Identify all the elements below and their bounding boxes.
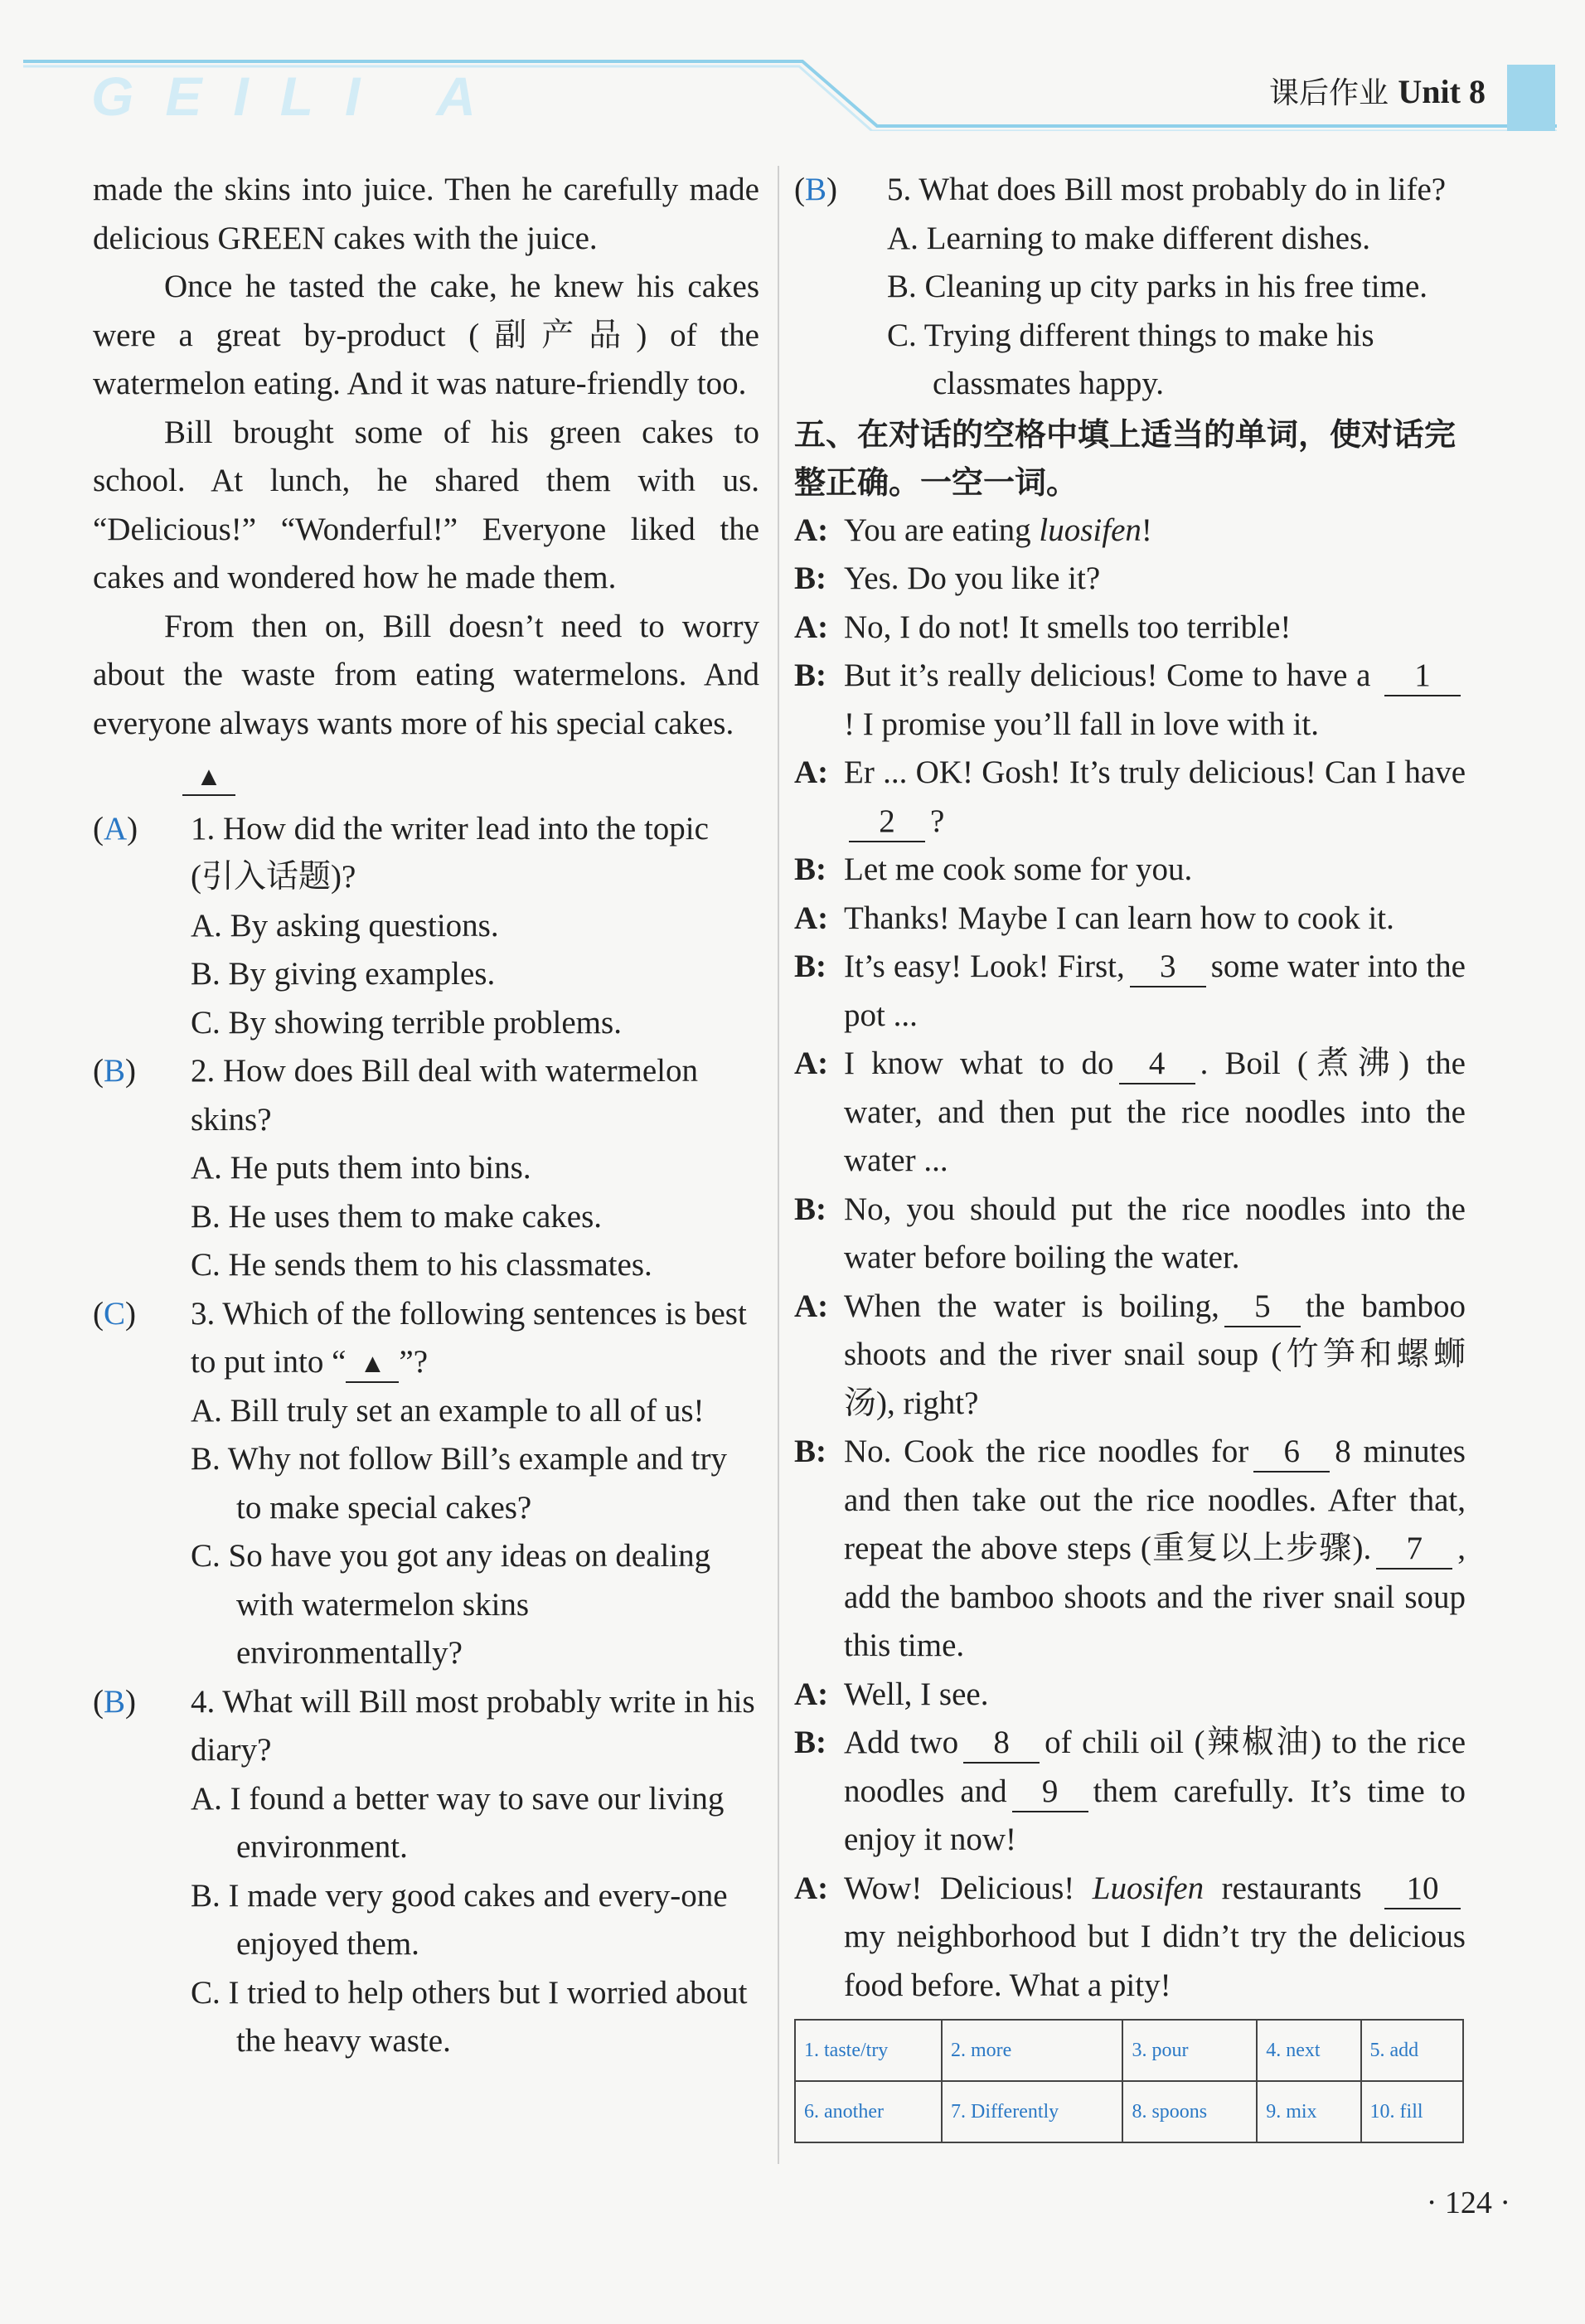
page-number: · 124 · [1426, 2186, 1510, 2220]
line-text: my neighborhood but I didn’t try the delicious food before. What a pity! [844, 1919, 1466, 2003]
right-column [794, 166, 1466, 2010]
line-text: them carefully. It’s time to enjoy it now! [844, 1773, 1466, 1857]
option: B. Why not follow Bill’s example and try to make special cakes? [191, 1441, 728, 1526]
question-stem: 5. What does Bill most probably do in life? [887, 172, 1447, 207]
line-text: You are eating [844, 512, 1040, 548]
table-row [795, 2020, 1463, 2081]
column-divider [778, 166, 779, 2164]
speaker: B: [794, 657, 826, 693]
speaker: A: [794, 609, 829, 645]
dialogue-line [794, 604, 1466, 653]
question-3-options [93, 1387, 759, 1678]
table-cell: 9. mix [1257, 2081, 1360, 2142]
table-cell: 1. taste/try [795, 2020, 942, 2081]
table-cell: 7. Differently [942, 2081, 1122, 2142]
blank-7: 7 [1376, 1530, 1452, 1570]
header-title [1269, 70, 1486, 112]
question-stem: 2. How does Bill deal with watermelon skins? [191, 1053, 698, 1138]
table-cell: 2. more [942, 2020, 1122, 2081]
line-italic: Luosifen [1092, 1870, 1205, 1906]
answer-paren: (C) [93, 1295, 137, 1332]
option: B. He uses them to make cakes. [191, 1198, 603, 1235]
table-cell: 6. another [795, 2081, 942, 2142]
option: C. Trying different things to make his classmates happy. [887, 317, 1374, 401]
question-stem-end: ”? [399, 1344, 429, 1380]
line-text: ! [1141, 512, 1152, 548]
blank-6: 6 [1253, 1433, 1330, 1473]
question-2 [93, 1047, 759, 1144]
question-stem: 4. What will Bill most probably write in his diary? [191, 1683, 755, 1768]
speaker: A: [794, 754, 829, 790]
dialogue-line [794, 1428, 1466, 1671]
speaker: B: [794, 851, 826, 887]
passage-paragraph-4: From then on, Bill doesn’t need to worry about the waste from eating watermelons. And everyone always wants more of his special cakes. [93, 608, 759, 741]
speaker: B: [794, 1725, 826, 1760]
option: B. I made very good cakes and every-one enjoyed them. [191, 1877, 728, 1962]
dialogue-line [794, 1283, 1466, 1429]
blank-2: 2 [849, 803, 925, 842]
table-cell: 4. next [1257, 2020, 1360, 2081]
option: C. So have you got any ideas on dealing with watermelon skins environmentally? [191, 1538, 711, 1671]
dialogue-line [794, 1671, 1466, 1720]
line-text: , add the bamboo shoots and the river snail soup this time. [844, 1531, 1466, 1663]
line-text: . Boil (煮沸) the water, and then put the rice noodles into the water ... [844, 1046, 1466, 1178]
question-1 [93, 805, 759, 902]
blank-3: 3 [1130, 948, 1206, 987]
header-title-cn: 课后作业 [1268, 76, 1389, 110]
line-text: No. Cook the rice noodles for [844, 1434, 1249, 1469]
dialogue-line [794, 749, 1466, 846]
speaker: A: [794, 512, 829, 548]
dialogue-line [794, 1186, 1466, 1283]
line-text: Yes. Do you like it? [844, 560, 1101, 596]
option: B. Cleaning up city parks in his free time. [887, 269, 1428, 304]
answer-letter: A [104, 810, 128, 847]
option: C. By showing terrible problems. [191, 1004, 622, 1041]
header-logo: GEILI A [91, 65, 507, 127]
speaker: A: [794, 1676, 829, 1712]
line-text: Wow! Delicious! [844, 1870, 1093, 1906]
answer-paren: (A) [93, 810, 138, 847]
answer-paren: (B) [794, 172, 838, 207]
table-cell: 5. add [1361, 2020, 1463, 2081]
line-italic: luosifen [1039, 512, 1141, 548]
question-1-options [93, 902, 759, 1048]
dialogue-line [794, 846, 1466, 895]
line-text: some water into the pot ... [844, 949, 1466, 1033]
speaker: B: [794, 560, 826, 596]
option: A. Learning to make different dishes. [887, 220, 1371, 256]
dialogue-line [794, 895, 1466, 944]
table-cell: 3. pour [1122, 2020, 1257, 2081]
line-text: ! I promise you’ll fall in love with it. [844, 706, 1319, 742]
answer-letter: B [805, 172, 827, 207]
speaker: B: [794, 1191, 826, 1227]
line-text: Well, I see. [844, 1676, 989, 1712]
option: A. Bill truly set an example to all of us! [191, 1392, 705, 1429]
dialogue-line [794, 507, 1466, 556]
option: C. I tried to help others but I worried about the heavy waste. [191, 1974, 748, 2059]
table-row [795, 2081, 1463, 2142]
line-text: Add two [844, 1725, 959, 1760]
question-stem: 1. How did the writer lead into the topic (引入话题)? [191, 810, 709, 895]
line-text: Thanks! Maybe I can learn how to cook it. [844, 900, 1394, 936]
triangle-icon: ▲ [182, 758, 235, 796]
passage-paragraph-2: Once he tasted the cake, he knew his cakes were a great by-product (副产品) of the watermelon eating. And it was nature-friendly too. [93, 269, 759, 401]
line-text: When the water is boiling, [844, 1288, 1219, 1324]
corner-tab [1507, 65, 1555, 131]
line-text: It’s easy! Look! First, [844, 949, 1125, 984]
triangle-icon: ▲ [346, 1345, 399, 1383]
option: C. He sends them to his classmates. [191, 1247, 652, 1283]
dialogue-line [794, 1040, 1466, 1186]
answer-letter: C [104, 1295, 126, 1332]
dialogue-line [794, 555, 1466, 604]
blank-1: 1 [1384, 657, 1461, 696]
question-4 [93, 1678, 759, 1775]
blank-5: 5 [1224, 1288, 1301, 1327]
option: A. He puts them into bins. [191, 1150, 531, 1186]
speaker: A: [794, 1046, 829, 1081]
question-5-options [794, 215, 1466, 409]
line-text: Er ... OK! Gosh! It’s truly delicious! Can I have [844, 754, 1466, 790]
line-text: No, you should put the rice noodles into the water before boiling the water. [844, 1191, 1466, 1275]
line-text: the bamboo shoots and the river snail soup (竹笋和螺蛳汤), right? [844, 1288, 1466, 1421]
answer-key-table [794, 2019, 1464, 2143]
line-text: 8 minutes and then take out the rice noodles. After that, repeat the above steps (重复以上步骤). [844, 1434, 1466, 1566]
line-text: No, I do not! It smells too terrible! [844, 609, 1292, 645]
triangle-blank [93, 751, 325, 800]
question-stem: 3. Which of the following sentences is best to put into “ [191, 1295, 747, 1380]
header-title-unit: Unit 8 [1398, 73, 1486, 110]
speaker: A: [794, 900, 829, 936]
passage-paragraph-3: Bill brought some of his green cakes to school. At lunch, he shared them with us. “Delicious!” “Wonderful!” Everyone liked the cakes and wondered how he made them. [93, 414, 759, 595]
answer-letter: B [104, 1683, 126, 1720]
speaker: B: [794, 1434, 826, 1469]
speaker: B: [794, 949, 826, 984]
dialogue-line [794, 652, 1466, 749]
line-text: ? [930, 803, 945, 839]
speaker: A: [794, 1870, 829, 1906]
dialogue-line [794, 1719, 1466, 1865]
left-column [93, 166, 759, 2066]
table-cell: 10. fill [1361, 2081, 1463, 2142]
blank-4: 4 [1119, 1045, 1195, 1084]
blank-8: 8 [963, 1724, 1040, 1764]
blank-9: 9 [1012, 1773, 1088, 1812]
line-text: Let me cook some for you. [844, 851, 1193, 887]
question-5 [794, 166, 1466, 215]
answer-letter: B [104, 1053, 126, 1089]
question-2-options [93, 1144, 759, 1290]
question-3 [93, 1290, 759, 1387]
question-4-options [93, 1775, 759, 2066]
dialogue-line [794, 943, 1466, 1040]
line-text: restaurants [1204, 1870, 1362, 1906]
option: A. I found a better way to save our living environment. [191, 1780, 725, 1865]
option: B. By giving examples. [191, 956, 496, 992]
table-cell: 8. spoons [1122, 2081, 1257, 2142]
speaker: A: [794, 1288, 829, 1324]
blank-10: 10 [1384, 1870, 1461, 1909]
line-text: But it’s really delicious! Come to have a [844, 657, 1371, 693]
line-text: of chili oil (辣椒油) to the rice noodles and [844, 1725, 1466, 1809]
answer-paren: (B) [93, 1053, 137, 1089]
dialogue-line [794, 1865, 1466, 2011]
passage-paragraph-1: made the skins into juice. Then he carefully made delicious GREEN cakes with the juice. [93, 172, 759, 256]
section-title: 五、在对话的空格中填上适当的单词，使对话完整正确。一空一词。 [794, 415, 1457, 501]
option: A. By asking questions. [191, 907, 499, 944]
answer-paren: (B) [93, 1683, 137, 1720]
line-text: I know what to do [844, 1046, 1114, 1081]
